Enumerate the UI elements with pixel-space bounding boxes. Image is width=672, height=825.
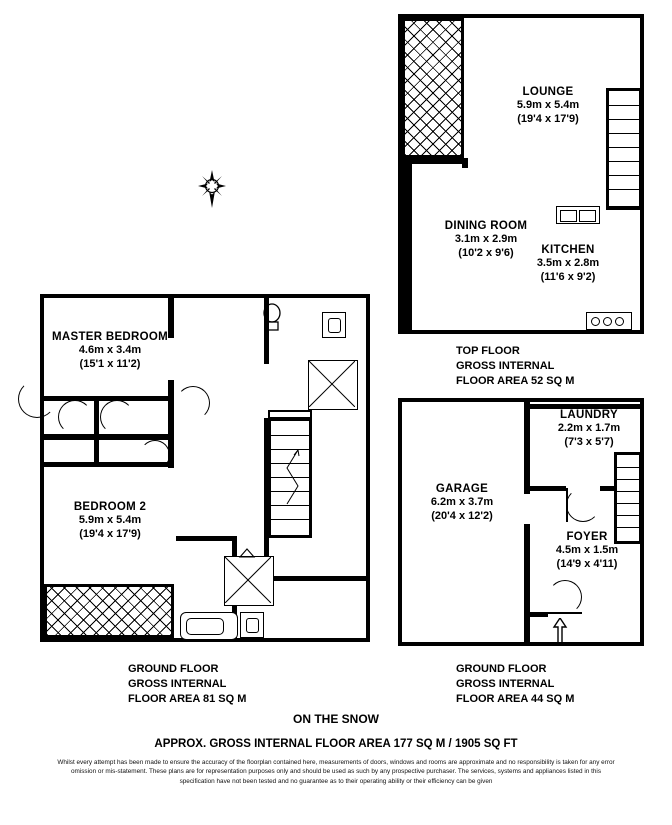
garage-foyer-wall-upper [524, 398, 530, 494]
entrance-wall-left [530, 612, 548, 617]
stair-direction-arrow [284, 446, 302, 506]
top-floor-balcony-hatch [402, 18, 464, 158]
laundry-bottom-wall-left [530, 486, 566, 491]
bedroom2-door-swing [140, 440, 170, 470]
room-label-garage: GARAGE 6.2m x 3.7m (20'4 x 12'2) [430, 483, 494, 523]
toilet-fixture [262, 302, 282, 332]
room-label-bedroom-2: BEDROOM 2 5.9m x 5.4m (19'4 x 17'9) [73, 501, 147, 541]
shower-tray-upper [308, 360, 358, 410]
wardrobe-door-swing-1 [58, 400, 92, 434]
top-floor-area-block: TOP FLOOR GROSS INTERNAL FLOOR AREA 52 SQ M [456, 345, 575, 387]
entrance-door-leaf [548, 612, 582, 614]
room-label-kitchen: KITCHEN 3.5m x 2.8m (11'6 x 9'2) [536, 244, 600, 284]
disclaimer-text: Whilst every attempt has been made to ensure the accuracy of the floorplan contained here, measurements of doors, windows and rooms are approximate and no responsibility is taken for any error omission or mis-statement. These plans are for representation purposes only and should be used as such by any prospective purchaser. The services, systems and appliances listed in this specification have not been tested and no guarantee as to their operating ability or their efficiency can be given [57, 759, 615, 785]
dining-room-wall-stub [462, 158, 468, 168]
laundry-door-swing [566, 488, 600, 522]
master-wardrobe-wall-right [99, 396, 169, 401]
site-title: ON THE SNOW [293, 712, 379, 726]
washbasin-upper [322, 312, 346, 338]
total-area-label: APPROX. GROSS INTERNAL FLOOR AREA 177 SQ M / 1905 SQ FT [154, 738, 518, 750]
master-entry-door-swing [18, 380, 56, 418]
kitchen-hob [586, 312, 632, 330]
bathtub [180, 612, 238, 640]
laundry-door-leaf [566, 488, 568, 522]
staircase-base-line [606, 206, 642, 209]
lower-floor-area-block: GROUND FLOOR GROSS INTERNAL FLOOR AREA 44 SQ M [456, 663, 575, 705]
bedroom-corridor-wall-a [168, 380, 174, 438]
shower-tray-lower [224, 556, 274, 606]
ground-floor-area-block: GROUND FLOOR GROSS INTERNAL FLOOR AREA 81 SQ M [128, 663, 247, 705]
ground-floor-terrace-hatch [44, 584, 174, 638]
corridor-door-swing [176, 386, 210, 420]
wardrobe-door-swing-2 [100, 400, 134, 434]
north-compass-icon [196, 170, 226, 206]
room-label-foyer: FOYER 4.5m x 1.5m (14'9 x 4'11) [555, 531, 619, 571]
bedroom2-wall-left [44, 462, 96, 467]
plan-footer [0, 712, 672, 786]
bathroom-lower-wall [264, 576, 370, 581]
entrance-arrow-icon [552, 618, 568, 644]
room-label-master-bedroom: MASTER BEDROOM 4.6m x 3.4m (15'1 x 11'2) [51, 331, 168, 371]
wc-small-fixture [238, 548, 256, 558]
dining-room-top-wall [398, 158, 468, 164]
room-label-laundry: LAUNDRY 2.2m x 1.7m (7'3 x 5'7) [557, 409, 621, 449]
room-label-dining-room: DINING ROOM 3.1m x 2.9m (10'2 x 9'6) [444, 220, 528, 260]
entrance-door-swing [548, 580, 582, 614]
room-label-lounge: LOUNGE 5.9m x 5.4m (19'4 x 17'9) [516, 86, 580, 126]
bathroom-upper-wall [176, 536, 237, 541]
washbasin-lower [240, 612, 264, 638]
master-wardrobe-post [94, 396, 99, 434]
stair-landing [268, 410, 312, 419]
